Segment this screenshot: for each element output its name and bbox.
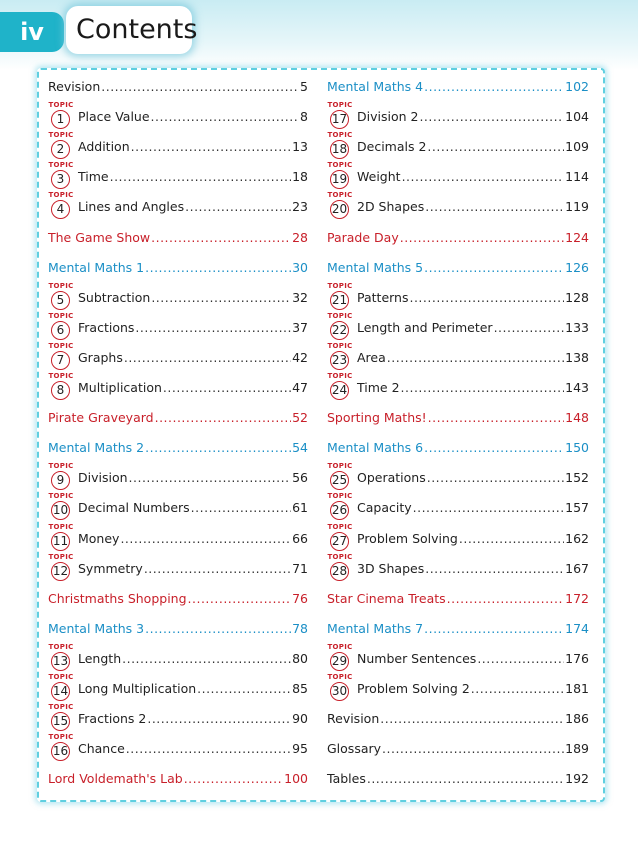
entry-title: Christmaths Shopping (48, 590, 187, 606)
dot-leader (413, 500, 565, 515)
topic-label: TOPIC (327, 492, 353, 501)
entry-page: 133 (565, 319, 589, 335)
toc-entry[interactable] (327, 673, 589, 701)
entry-title: Time 2 (357, 380, 400, 395)
toc-entry[interactable] (48, 311, 308, 340)
entry-page: 66 (292, 530, 308, 546)
toc-entry[interactable] (327, 591, 589, 611)
topic-number: 8 (51, 381, 70, 400)
topic-label: TOPIC (48, 522, 74, 531)
entry-page: 174 (565, 620, 589, 636)
dot-leader (155, 410, 292, 425)
toc-entry[interactable] (48, 522, 308, 551)
topic-number: 3 (51, 170, 70, 189)
entry-title: The Game Show (48, 229, 151, 245)
entry-title: Sporting Maths! (327, 410, 427, 426)
entry-page: 30 (292, 259, 308, 275)
entry-title: Lord Voldemath's Lab (48, 771, 183, 787)
topic-badge-icon (327, 311, 353, 342)
topic-label: TOPIC (327, 131, 353, 140)
entry-page: 80 (292, 650, 308, 666)
topic-label: TOPIC (48, 733, 74, 742)
topic-number: 19 (330, 170, 349, 189)
topic-number: 14 (51, 682, 70, 701)
entry-page: 109 (565, 139, 589, 155)
toc-entry[interactable] (327, 642, 589, 671)
entry-title: Fractions (78, 319, 135, 335)
entry-title: Area (357, 349, 386, 365)
dot-leader (382, 741, 564, 756)
toc-entry[interactable] (327, 552, 589, 581)
dot-leader (122, 651, 291, 666)
topic-number: 22 (330, 321, 349, 340)
entry-page: 143 (565, 380, 589, 395)
toc-entry[interactable] (327, 281, 589, 310)
topic-badge-icon (48, 131, 74, 161)
toc-entry[interactable] (48, 492, 308, 520)
dot-leader (459, 531, 564, 546)
toc-entry[interactable] (327, 741, 589, 761)
entry-page: 186 (565, 711, 589, 727)
entry-page: 138 (565, 349, 589, 365)
topic-label: TOPIC (48, 101, 74, 110)
entry-page: 61 (292, 500, 308, 516)
dot-leader (151, 290, 291, 305)
topic-badge-icon (48, 281, 74, 312)
entry-title: Length (78, 650, 122, 666)
entry-title: Length and Perimeter (357, 319, 493, 335)
entry-title: Symmetry (78, 560, 143, 576)
entry-page: 5 (300, 79, 308, 94)
dot-leader (126, 741, 291, 756)
topic-label: TOPIC (48, 642, 74, 651)
toc-entry[interactable] (327, 161, 589, 189)
toc-entry[interactable] (327, 230, 589, 250)
topic-badge-icon (48, 341, 74, 372)
dot-leader (163, 380, 291, 395)
entry-title: Mental Maths 2 (48, 440, 145, 456)
entry-title: 2D Shapes (357, 199, 425, 215)
entry-title: Lines and Angles (78, 199, 185, 215)
topic-label: TOPIC (48, 131, 74, 140)
page-title: Contents (76, 14, 198, 45)
toc-entry[interactable] (48, 440, 308, 460)
topic-number: 26 (330, 501, 349, 520)
topic-label: TOPIC (48, 703, 74, 712)
entry-page: 52 (292, 410, 308, 426)
topic-label: TOPIC (48, 341, 74, 350)
topic-label: TOPIC (48, 673, 74, 681)
entry-page: 114 (565, 169, 589, 185)
topic-number: 13 (51, 652, 70, 671)
toc-entry[interactable] (48, 591, 308, 611)
entry-page: 102 (565, 79, 589, 94)
entry-title: Revision (48, 79, 101, 94)
toc-entry[interactable] (48, 462, 308, 490)
topic-badge-icon (327, 281, 353, 312)
entry-page: 47 (292, 380, 308, 395)
entry-page: 18 (292, 169, 308, 185)
entry-title: Mental Maths 1 (48, 259, 145, 275)
toc-entry[interactable] (327, 372, 589, 400)
dot-leader (145, 440, 291, 455)
topic-badge-icon (327, 101, 353, 131)
toc-entry[interactable] (327, 260, 589, 280)
topic-label: TOPIC (327, 522, 353, 531)
entry-title: Capacity (357, 500, 412, 516)
topic-number: 17 (330, 110, 349, 129)
topic-number: 21 (330, 291, 349, 310)
dot-leader (191, 500, 291, 515)
entry-page: 189 (565, 741, 589, 757)
toc-entry[interactable] (327, 621, 589, 641)
topic-label: TOPIC (327, 281, 353, 290)
topic-label: TOPIC (48, 552, 74, 561)
entry-page: 95 (292, 741, 308, 757)
toc-entry[interactable] (327, 462, 589, 490)
toc-entry[interactable] (48, 673, 308, 701)
entry-page: 192 (565, 771, 589, 787)
dot-leader (367, 771, 564, 786)
topic-badge-icon (48, 372, 74, 402)
toc-entry[interactable] (48, 703, 308, 731)
toc-entry[interactable] (48, 79, 308, 99)
entry-title: Multiplication (78, 380, 162, 395)
entry-page: 162 (565, 530, 589, 546)
entry-title: Decimal Numbers (78, 500, 190, 516)
entry-title: Time (78, 169, 109, 185)
topic-number: 7 (51, 351, 70, 370)
topic-label: TOPIC (327, 642, 353, 651)
entry-title: Parade Day (327, 229, 399, 245)
dot-leader (427, 470, 564, 485)
entry-page: 56 (292, 470, 308, 486)
topic-badge-icon (48, 101, 74, 131)
topic-number: 2 (51, 140, 70, 159)
dot-leader (387, 350, 564, 365)
toc-entry[interactable] (48, 281, 308, 310)
entry-title: Mental Maths 5 (327, 259, 424, 275)
dot-leader (188, 591, 292, 606)
entry-title: 3D Shapes (357, 560, 425, 576)
toc-entry[interactable] (48, 552, 308, 581)
entry-page: 124 (565, 229, 589, 245)
topic-badge-icon (327, 372, 353, 402)
entry-title: Graphs (78, 349, 123, 365)
topic-number: 30 (330, 682, 349, 701)
entry-title: Subtraction (78, 289, 151, 305)
topic-badge-icon (48, 703, 74, 733)
entry-page: 119 (565, 199, 589, 215)
toc-entry[interactable] (327, 101, 589, 129)
topic-number: 16 (51, 742, 70, 761)
dot-leader (145, 621, 291, 636)
toc-entry[interactable] (48, 642, 308, 671)
topic-label: TOPIC (327, 462, 353, 471)
entry-page: 37 (292, 319, 308, 335)
dot-leader (409, 290, 564, 305)
topic-label: TOPIC (327, 552, 353, 561)
toc-entry[interactable] (327, 191, 589, 219)
dot-leader (477, 651, 564, 666)
topic-number: 23 (330, 351, 349, 370)
topic-badge-icon (48, 161, 74, 191)
entry-title: Division 2 (357, 109, 419, 125)
toc-entry[interactable] (48, 372, 308, 400)
topic-label: TOPIC (327, 101, 353, 110)
entry-title: Problem Solving (357, 530, 458, 546)
entry-title: Star Cinema Treats (327, 590, 446, 606)
entry-title: Weight (357, 169, 401, 185)
entry-page: 28 (292, 229, 308, 245)
entry-page: 157 (565, 500, 589, 516)
entry-title: Revision (327, 711, 380, 727)
topic-badge-icon (48, 462, 74, 492)
topic-label: TOPIC (48, 492, 74, 501)
entry-title: Long Multiplication (78, 681, 197, 696)
topic-badge-icon (327, 131, 353, 161)
toc-entry[interactable] (48, 161, 308, 189)
toc-entry[interactable] (48, 131, 308, 159)
entry-title: Mental Maths 3 (48, 620, 145, 636)
toc-entry[interactable] (48, 191, 308, 219)
entry-page: 104 (565, 109, 589, 125)
topic-label: TOPIC (48, 372, 74, 380)
toc-entry[interactable] (327, 440, 589, 460)
topic-badge-icon (48, 492, 74, 522)
topic-number: 4 (51, 200, 70, 219)
dot-leader (400, 230, 564, 245)
topic-number: 9 (51, 471, 70, 490)
toc-entry[interactable] (327, 79, 589, 99)
topic-badge-icon (48, 642, 74, 673)
toc-entry[interactable] (48, 733, 308, 761)
dot-leader (145, 260, 291, 275)
dot-leader (427, 139, 564, 154)
toc-entry[interactable] (327, 771, 589, 791)
dot-leader (401, 380, 565, 395)
entry-title: Chance (78, 741, 125, 757)
entry-title: Patterns (357, 289, 409, 305)
dot-leader (494, 320, 565, 335)
toc-entry[interactable] (48, 410, 308, 430)
entry-page: 54 (292, 440, 308, 456)
topic-badge-icon (48, 733, 74, 763)
topic-badge-icon (327, 191, 353, 221)
toc-entry[interactable] (48, 771, 308, 791)
entry-title: Glossary (327, 741, 382, 757)
dot-leader (124, 350, 291, 365)
topic-badge-icon (327, 673, 353, 703)
entry-page: 32 (292, 289, 308, 305)
entry-title: Pirate Graveyard (48, 410, 154, 426)
dot-leader (135, 320, 291, 335)
topic-badge-icon (48, 552, 74, 583)
topic-number: 24 (330, 381, 349, 400)
topic-badge-icon (327, 161, 353, 191)
dot-leader (471, 681, 564, 696)
entry-page: 167 (565, 560, 589, 576)
toc-entry[interactable] (48, 260, 308, 280)
dot-leader (447, 591, 564, 606)
entry-page: 176 (565, 650, 589, 666)
topic-badge-icon (327, 462, 353, 492)
entry-title: Problem Solving 2 (357, 681, 470, 696)
entry-page: 148 (565, 410, 589, 426)
topic-label: TOPIC (48, 311, 74, 320)
entry-page: 71 (292, 560, 308, 576)
topic-label: TOPIC (327, 161, 353, 170)
topic-badge-icon (48, 311, 74, 342)
entry-page: 23 (292, 199, 308, 215)
entry-page: 76 (292, 590, 308, 606)
dot-leader (197, 681, 291, 696)
topic-number: 10 (51, 501, 70, 520)
topic-label: TOPIC (48, 161, 74, 170)
dot-leader (424, 440, 564, 455)
entry-title: Tables (327, 771, 366, 787)
topic-label: TOPIC (48, 281, 74, 290)
entry-page: 126 (565, 259, 589, 275)
topic-number: 27 (330, 532, 349, 551)
contents-panel (37, 68, 605, 802)
entry-title: Mental Maths 7 (327, 620, 424, 636)
entry-page: 78 (292, 620, 308, 636)
topic-badge-icon (327, 642, 353, 673)
entry-title: Operations (357, 470, 426, 486)
entry-title: Number Sentences (357, 650, 477, 666)
entry-title: Addition (78, 139, 130, 155)
dot-leader (424, 621, 564, 636)
topic-number: 12 (51, 562, 70, 581)
topic-label: TOPIC (327, 341, 353, 350)
dot-leader (425, 199, 564, 214)
topic-label: TOPIC (327, 673, 353, 681)
entry-title: Place Value (78, 109, 150, 125)
dot-leader (151, 230, 291, 245)
entry-page: 150 (565, 440, 589, 456)
dot-leader (425, 561, 564, 576)
entry-title: Decimals 2 (357, 139, 427, 155)
topic-number: 6 (51, 321, 70, 340)
topic-number: 15 (51, 712, 70, 731)
toc-entry[interactable] (48, 230, 308, 250)
topic-badge-icon (327, 341, 353, 372)
topic-badge-icon (327, 492, 353, 522)
dot-leader (419, 109, 564, 124)
entry-title: Division (78, 470, 128, 486)
entry-page: 100 (284, 771, 308, 787)
topic-number: 1 (51, 110, 70, 129)
entry-page: 42 (292, 349, 308, 365)
entry-page: 13 (292, 139, 308, 155)
dot-leader (424, 260, 564, 275)
topic-number: 11 (51, 532, 70, 551)
dot-leader (424, 79, 564, 94)
topic-label: TOPIC (48, 462, 74, 471)
toc-entry[interactable] (327, 341, 589, 370)
dot-leader (147, 711, 291, 726)
entry-page: 181 (565, 681, 589, 696)
toc-entry[interactable] (327, 131, 589, 159)
entry-page: 152 (565, 470, 589, 486)
topic-badge-icon (327, 522, 353, 553)
dot-leader (380, 711, 564, 726)
topic-badge-icon (48, 191, 74, 221)
topic-label: TOPIC (327, 191, 353, 200)
dot-leader (129, 470, 292, 485)
dot-leader (184, 771, 283, 786)
dot-leader (110, 169, 292, 184)
dot-leader (402, 169, 565, 184)
topic-label: TOPIC (327, 372, 353, 380)
entry-title: Mental Maths 4 (327, 79, 424, 94)
entry-page: 128 (565, 289, 589, 305)
topic-badge-icon (48, 673, 74, 703)
toc-entry[interactable] (327, 492, 589, 520)
dot-leader (144, 561, 291, 576)
dot-leader (185, 199, 291, 214)
page-number: iv (0, 12, 64, 52)
toc-entry[interactable] (48, 621, 308, 641)
toc-entry[interactable] (327, 522, 589, 551)
dot-leader (101, 79, 299, 94)
entry-page: 8 (300, 109, 308, 125)
topic-number: 20 (330, 200, 349, 219)
entry-page: 172 (565, 590, 589, 606)
dot-leader (131, 139, 291, 154)
entry-title: Money (78, 530, 120, 546)
entry-title: Fractions 2 (78, 711, 147, 727)
entry-title: Mental Maths 6 (327, 440, 424, 456)
topic-badge-icon (48, 522, 74, 553)
dot-leader (120, 531, 291, 546)
entry-page: 85 (292, 681, 308, 696)
toc-entry[interactable] (327, 711, 589, 731)
topic-number: 28 (330, 562, 349, 581)
dot-leader (428, 410, 564, 425)
topic-number: 29 (330, 652, 349, 671)
topic-number: 25 (330, 471, 349, 490)
topic-badge-icon (327, 552, 353, 583)
topic-label: TOPIC (48, 191, 74, 200)
topic-label: TOPIC (327, 311, 353, 320)
toc-entry[interactable] (327, 311, 589, 340)
dot-leader (151, 109, 300, 124)
toc-entry[interactable] (48, 101, 308, 129)
topic-number: 5 (51, 291, 70, 310)
toc-entry[interactable] (48, 341, 308, 370)
topic-number: 18 (330, 140, 349, 159)
toc-entry[interactable] (327, 410, 589, 430)
entry-page: 90 (292, 711, 308, 727)
